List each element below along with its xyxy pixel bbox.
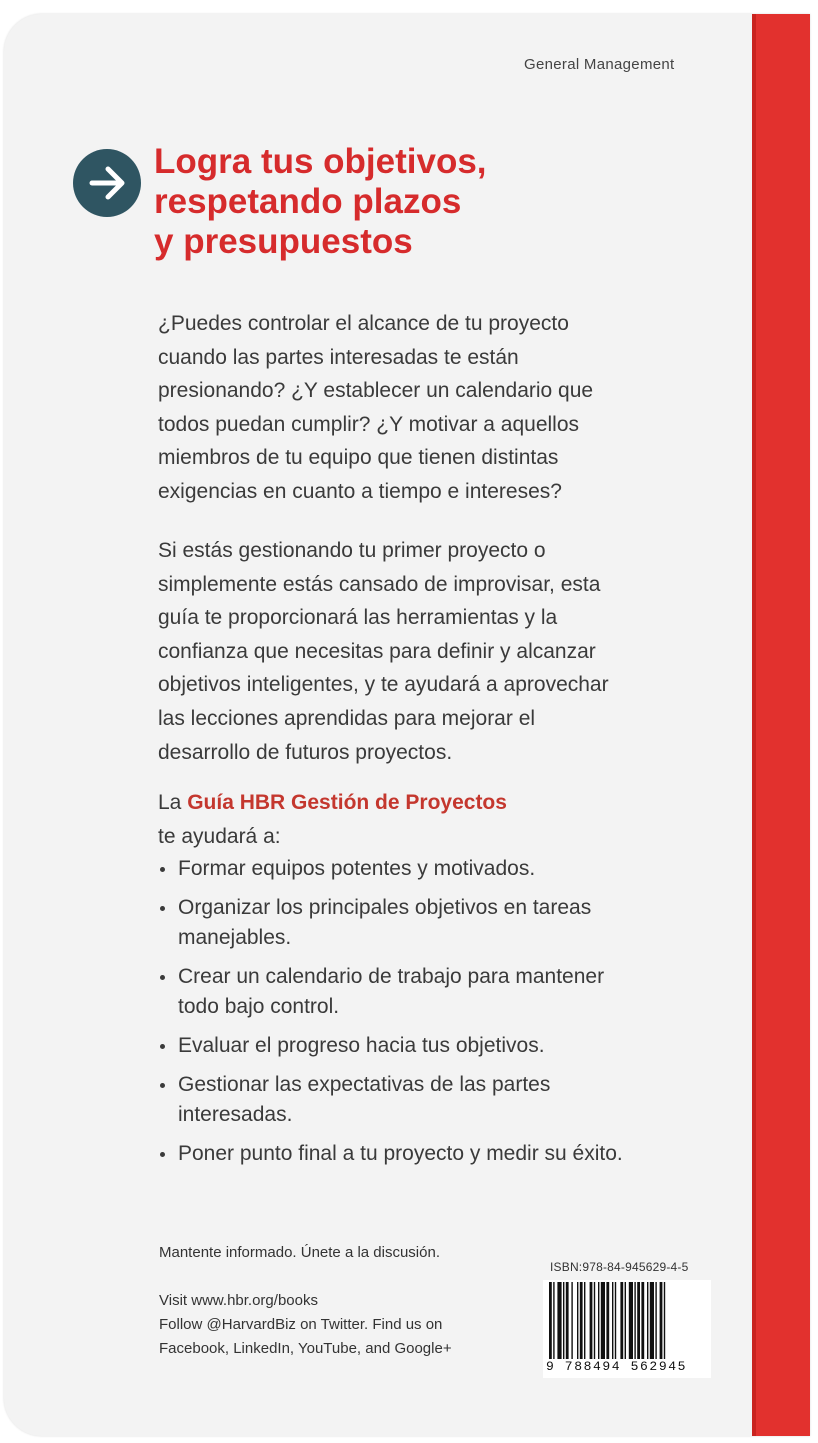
list-item	[158, 1070, 718, 1130]
paragraph-line: presionando? ¿Y establecer un calendario que	[158, 379, 594, 403]
guide-title: Guía HBR Gestión de Proyectos	[187, 791, 507, 814]
paragraph-line: desarrollo de futuros proyectos.	[158, 740, 453, 764]
benefits-list	[158, 854, 718, 1178]
headline	[154, 142, 574, 262]
list-item-line: interesadas.	[178, 1103, 293, 1126]
list-item	[158, 893, 718, 953]
category-label: General Management	[524, 56, 675, 73]
list-item-line: Organizar los principales objetivos en tareas	[178, 896, 592, 919]
footer-link-line: Follow @HarvardBiz on Twitter. Find us on	[159, 1316, 443, 1333]
list-item	[158, 1031, 718, 1061]
barcode-digits: 9 788494 562945	[546, 1359, 688, 1374]
paragraph-line: cuando las partes interesadas te están	[158, 345, 519, 369]
paragraph-line: confianza que necesitas para definir y alcanzar	[158, 639, 596, 663]
headline-line: Logra tus objetivos,	[154, 142, 487, 181]
paragraph-line: todos puedan cumplir? ¿Y motivar a aquellos	[158, 412, 580, 436]
list-item-line: manejables.	[178, 926, 292, 949]
paragraph-line: las lecciones aprendidas para mejorar el	[158, 706, 536, 730]
paragraph-line: ¿Puedes controlar el alcance de tu proyecto	[158, 312, 569, 335]
list-item-line: Poner punto final a tu proyecto y medir su éxito.	[178, 1142, 623, 1165]
list-item-line: Formar equipos potentes y motivados.	[178, 857, 536, 880]
barcode-icon	[547, 1282, 707, 1362]
paragraph-line: Si estás gestionando tu primer proyecto o	[158, 539, 546, 562]
list-item-line: Crear un calendario de trabajo para mantener	[178, 965, 605, 988]
headline-line: y presupuestos	[154, 222, 413, 261]
list-item-line: Evaluar el progreso hacia tus objetivos.	[178, 1034, 545, 1057]
list-item	[158, 1139, 718, 1169]
footer-link-line: Facebook, LinkedIn, YouTube, and Google+	[159, 1340, 452, 1357]
headline-line: respetando plazos	[154, 182, 462, 221]
intro-paragraph	[158, 307, 718, 509]
paragraph-line: simplemente estás cansado de improvisar, esta	[158, 572, 601, 596]
guide-prefix: La	[158, 791, 188, 814]
footer-link-line: Visit www.hbr.org/books	[159, 1292, 318, 1309]
book-back-cover	[4, 14, 810, 1436]
guide-intro	[158, 786, 718, 853]
footer-links	[159, 1289, 452, 1361]
list-item	[158, 854, 718, 884]
isbn-label: ISBN:978-84-945629-4-5	[550, 1260, 689, 1274]
paragraph-line: guía te proporcionará las herramientas y la	[158, 606, 558, 630]
stay-informed-text: Mantente informado. Únete a la discusión.	[159, 1244, 440, 1261]
paragraph-line: miembros de tu equipo que tienen distintas	[158, 446, 559, 470]
second-paragraph	[158, 534, 718, 769]
list-item-line: todo bajo control.	[178, 995, 340, 1018]
red-spine	[752, 14, 810, 1436]
guide-suffix: te ayudará a:	[158, 824, 281, 848]
list-item	[158, 962, 718, 1022]
paragraph-line: exigencias en cuanto a tiempo e intereses?	[158, 479, 562, 503]
paragraph-line: objetivos inteligentes, y te ayudará a aprovechar	[158, 673, 609, 697]
arrow-right-icon	[73, 149, 141, 217]
list-item-line: Gestionar las expectativas de las partes	[178, 1073, 551, 1096]
